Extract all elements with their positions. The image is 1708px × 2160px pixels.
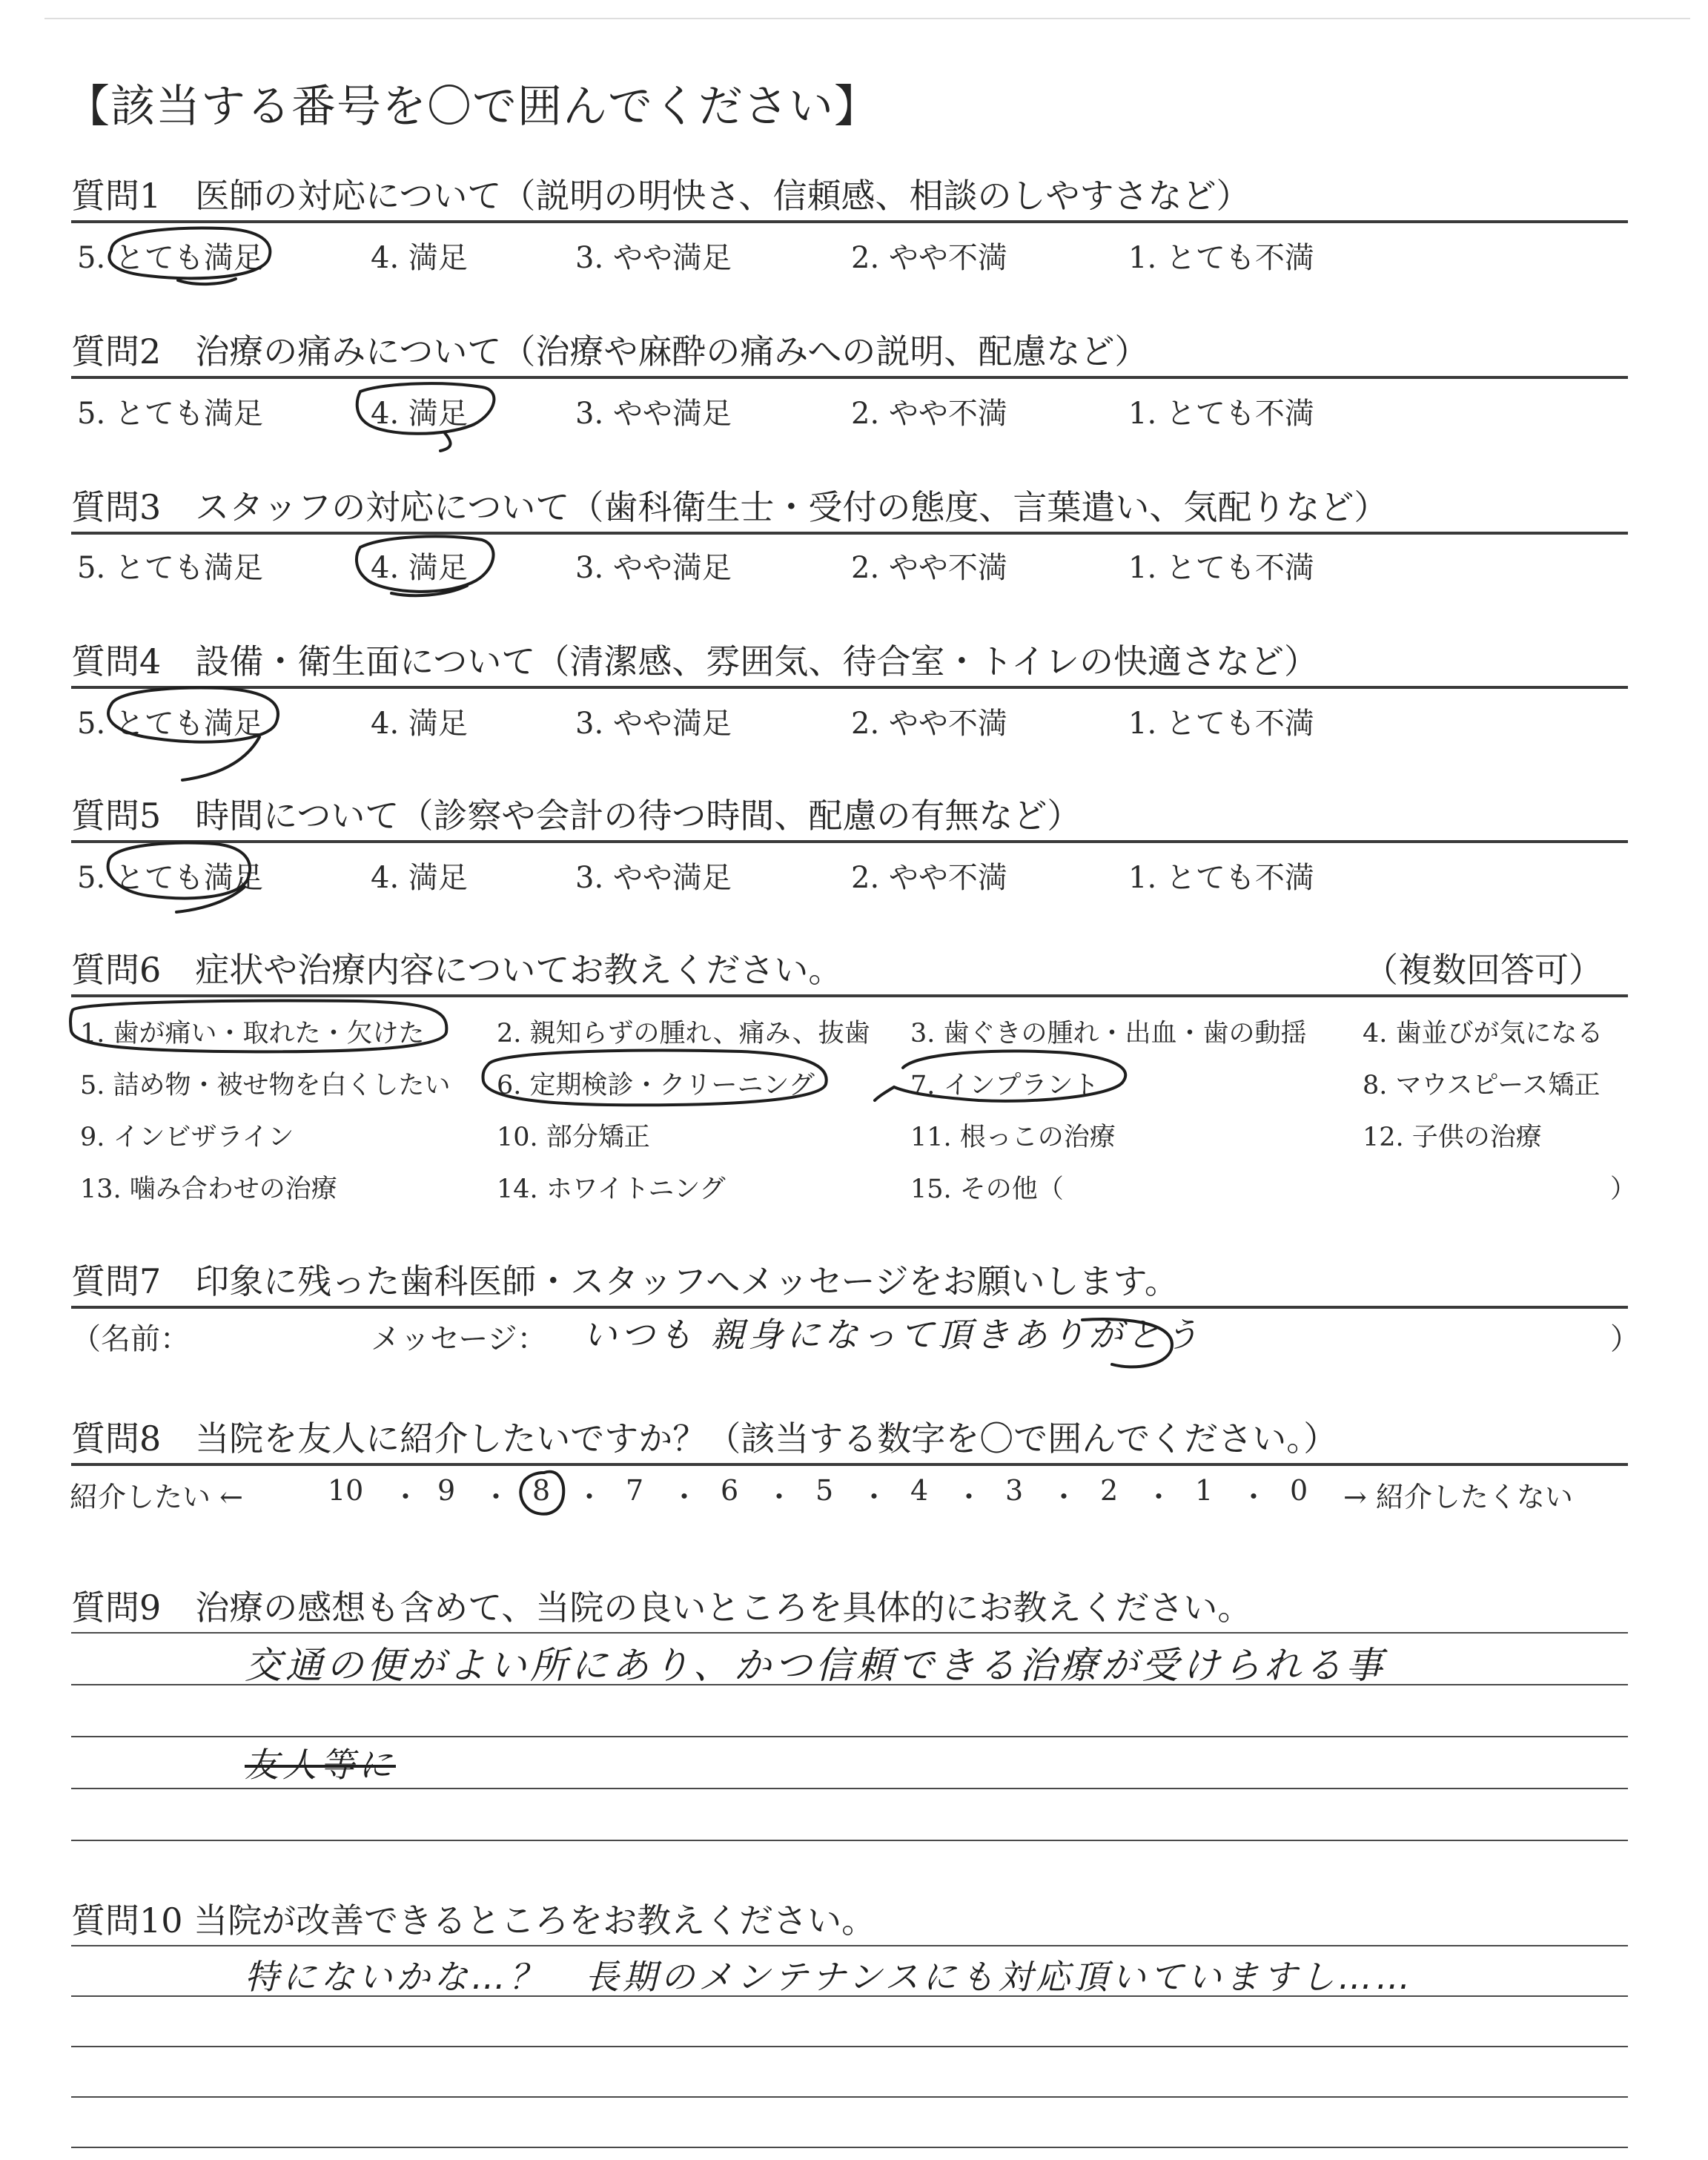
q6-option-12[interactable]: 12. 子供の治療 [1363, 1123, 1542, 1152]
q8-sep: ・ [765, 1481, 794, 1513]
q1-option-5[interactable]: 5. とても満足 [77, 241, 263, 275]
q6-title: 質問6 症状や治療内容についてお教えください。 [71, 950, 843, 990]
q10-answer-line [71, 2147, 1628, 2148]
q6-option-6[interactable]: 6. 定期検診・クリーニング [497, 1071, 815, 1100]
q6-option-14[interactable]: 14. ホワイトニング [497, 1175, 726, 1204]
q4-option-5[interactable]: 5. とても満足 [77, 707, 263, 741]
q6-option-3[interactable]: 3. 歯ぐきの腫れ・出血・歯の動揺 [910, 1019, 1307, 1048]
q8-number-5[interactable]: 5 [815, 1474, 834, 1507]
q2-option-3[interactable]: 3. やや満足 [575, 397, 732, 431]
q2-option-4[interactable]: 4. 満足 [371, 397, 468, 431]
q2-option-1[interactable]: 1. とても不満 [1128, 397, 1314, 431]
q3-option-3[interactable]: 3. やや満足 [575, 551, 732, 585]
q3-option-1[interactable]: 1. とても不満 [1128, 551, 1314, 585]
q1-option-2[interactable]: 2. やや不満 [851, 241, 1007, 275]
q5-option-4[interactable]: 4. 満足 [371, 861, 468, 895]
q9-answer-text-1: 交通の便がよい所にあり、かつ信頼できる治療が受けられる事 [245, 1644, 1386, 1687]
q6-option-15[interactable]: 15. その他（ [910, 1175, 1064, 1204]
q7-message-label: メッセージ： [371, 1322, 547, 1356]
q8-sep: ・ [955, 1481, 984, 1513]
q8-sep: ・ [575, 1481, 604, 1513]
q5-option-1[interactable]: 1. とても不満 [1128, 861, 1314, 895]
q8-sep: ・ [670, 1481, 699, 1513]
q3-rule [71, 532, 1628, 535]
q8-right-label: → 紹介したくない [1343, 1481, 1573, 1513]
q9-answer-line [71, 1736, 1628, 1737]
q9-title: 質問9 治療の感想も含めて、当院の良いところを具体的にお教えください。 [71, 1588, 1252, 1628]
q4-option-3[interactable]: 3. やや満足 [575, 707, 732, 741]
q8-left-label: 紹介したい ← [70, 1481, 243, 1513]
q6-option-11[interactable]: 11. 根っこの治療 [910, 1123, 1116, 1152]
q3-option-4[interactable]: 4. 満足 [371, 551, 468, 585]
q1-title: 質問1 医師の対応について（説明の明快さ、信頼感、相談のしやすさなど） [71, 176, 1251, 216]
q9-answer-line [71, 1632, 1628, 1634]
q8-sep: ・ [1145, 1481, 1174, 1513]
q8-sep: ・ [482, 1481, 511, 1513]
q10-answer-text-1: 特にないかな…？ 長期のメンテナンスにも対応頂いていますし…… [245, 1957, 1414, 1997]
q1-option-4[interactable]: 4. 満足 [371, 241, 468, 275]
q8-sep: ・ [1050, 1481, 1079, 1513]
q8-number-7[interactable]: 7 [626, 1474, 644, 1507]
q6-option-2[interactable]: 2. 親知らずの腫れ、痛み、抜歯 [497, 1019, 870, 1048]
q6-option-1[interactable]: 1. 歯が痛い・取れた・欠けた [80, 1019, 425, 1048]
q8-number-8[interactable]: 8 [532, 1474, 551, 1507]
q10-title: 質問10 当院が改善できるところをお教えください。 [71, 1900, 876, 1941]
q7-title: 質問7 印象に残った歯科医師・スタッフへメッセージをお願いします。 [71, 1261, 1179, 1301]
q4-title: 質問4 設備・衛生面について（清潔感、雰囲気、待合室・トイレの快適さなど） [71, 641, 1319, 681]
q6-other-close-paren: ） [1610, 1175, 1637, 1204]
q8-number-1[interactable]: 1 [1195, 1474, 1214, 1507]
q8-title: 質問8 当院を友人に紹介したいですか？（該当する数字を〇で囲んでください。） [71, 1418, 1338, 1459]
q3-option-2[interactable]: 2. やや不満 [851, 551, 1007, 585]
q8-number-0[interactable]: 0 [1290, 1474, 1308, 1507]
q8-sep: ・ [391, 1481, 420, 1513]
q7-message-handwritten: いつも 親身になって頂きありがとう [583, 1315, 1202, 1355]
q1-rule [71, 220, 1628, 223]
q4-option-1[interactable]: 1. とても不満 [1128, 707, 1314, 741]
q9-answer-line [71, 1840, 1628, 1841]
q4-option-2[interactable]: 2. やや不満 [851, 707, 1007, 741]
q2-title: 質問2 治療の痛みについて（治療や麻酔の痛みへの説明、配慮など） [71, 331, 1149, 371]
q5-rule [71, 840, 1628, 843]
page-title: 【該当する番号を〇で囲んでください】 [65, 81, 879, 133]
q3-title: 質問3 スタッフの対応について（歯科衛生士・受付の態度、言葉遣い、気配りなど） [71, 487, 1388, 527]
q10-answer-line [71, 2096, 1628, 2098]
q5-option-2[interactable]: 2. やや不満 [851, 861, 1007, 895]
q8-sep: ・ [1239, 1481, 1268, 1513]
q8-sep: ・ [860, 1481, 889, 1513]
q6-option-9[interactable]: 9. インビザライン [80, 1123, 294, 1152]
q4-rule [71, 686, 1628, 689]
q8-rule [71, 1463, 1628, 1466]
q8-number-10[interactable]: 10 [328, 1474, 364, 1507]
q2-option-2[interactable]: 2. やや不満 [851, 397, 1007, 431]
q10-answer-line [71, 2046, 1628, 2047]
q8-number-9[interactable]: 9 [437, 1474, 456, 1507]
q7-close-paren: ） [1610, 1322, 1640, 1356]
q10-answer-line [71, 1945, 1628, 1946]
q8-number-2[interactable]: 2 [1100, 1474, 1119, 1507]
q9-answer-line [71, 1788, 1628, 1789]
q5-title: 質問5 時間について（診察や会計の待つ時間、配慮の有無など） [71, 796, 1082, 836]
q7-name-label: （名前： [71, 1322, 190, 1356]
q8-number-6[interactable]: 6 [721, 1474, 739, 1507]
q6-option-8[interactable]: 8. マウスピース矯正 [1363, 1071, 1601, 1100]
q1-option-3[interactable]: 3. やや満足 [575, 241, 732, 275]
q5-option-3[interactable]: 3. やや満足 [575, 861, 732, 895]
q1-option-1[interactable]: 1. とても不満 [1128, 241, 1314, 275]
q6-rule [71, 994, 1628, 997]
q2-rule [71, 376, 1628, 379]
q8-number-3[interactable]: 3 [1005, 1474, 1024, 1507]
q5-option-5[interactable]: 5. とても満足 [77, 861, 263, 895]
q6-option-5[interactable]: 5. 詰め物・被せ物を白くしたい [80, 1071, 451, 1100]
q6-option-10[interactable]: 10. 部分矯正 [497, 1123, 650, 1152]
q2-option-5[interactable]: 5. とても満足 [77, 397, 263, 431]
q6-option-4[interactable]: 4. 歯並びが気になる [1363, 1019, 1603, 1048]
q3-option-5[interactable]: 5. とても満足 [77, 551, 263, 585]
q6-multiple-note: （複数回答可） [1364, 950, 1603, 990]
q4-option-4[interactable]: 4. 満足 [371, 707, 468, 741]
q6-option-7[interactable]: 7. インプラント [910, 1071, 1099, 1100]
q9-answer-text-2-struck: 友人等に [245, 1745, 396, 1785]
top-border [44, 18, 1690, 19]
q6-option-13[interactable]: 13. 噛み合わせの治療 [80, 1175, 337, 1204]
q8-number-4[interactable]: 4 [910, 1474, 929, 1507]
